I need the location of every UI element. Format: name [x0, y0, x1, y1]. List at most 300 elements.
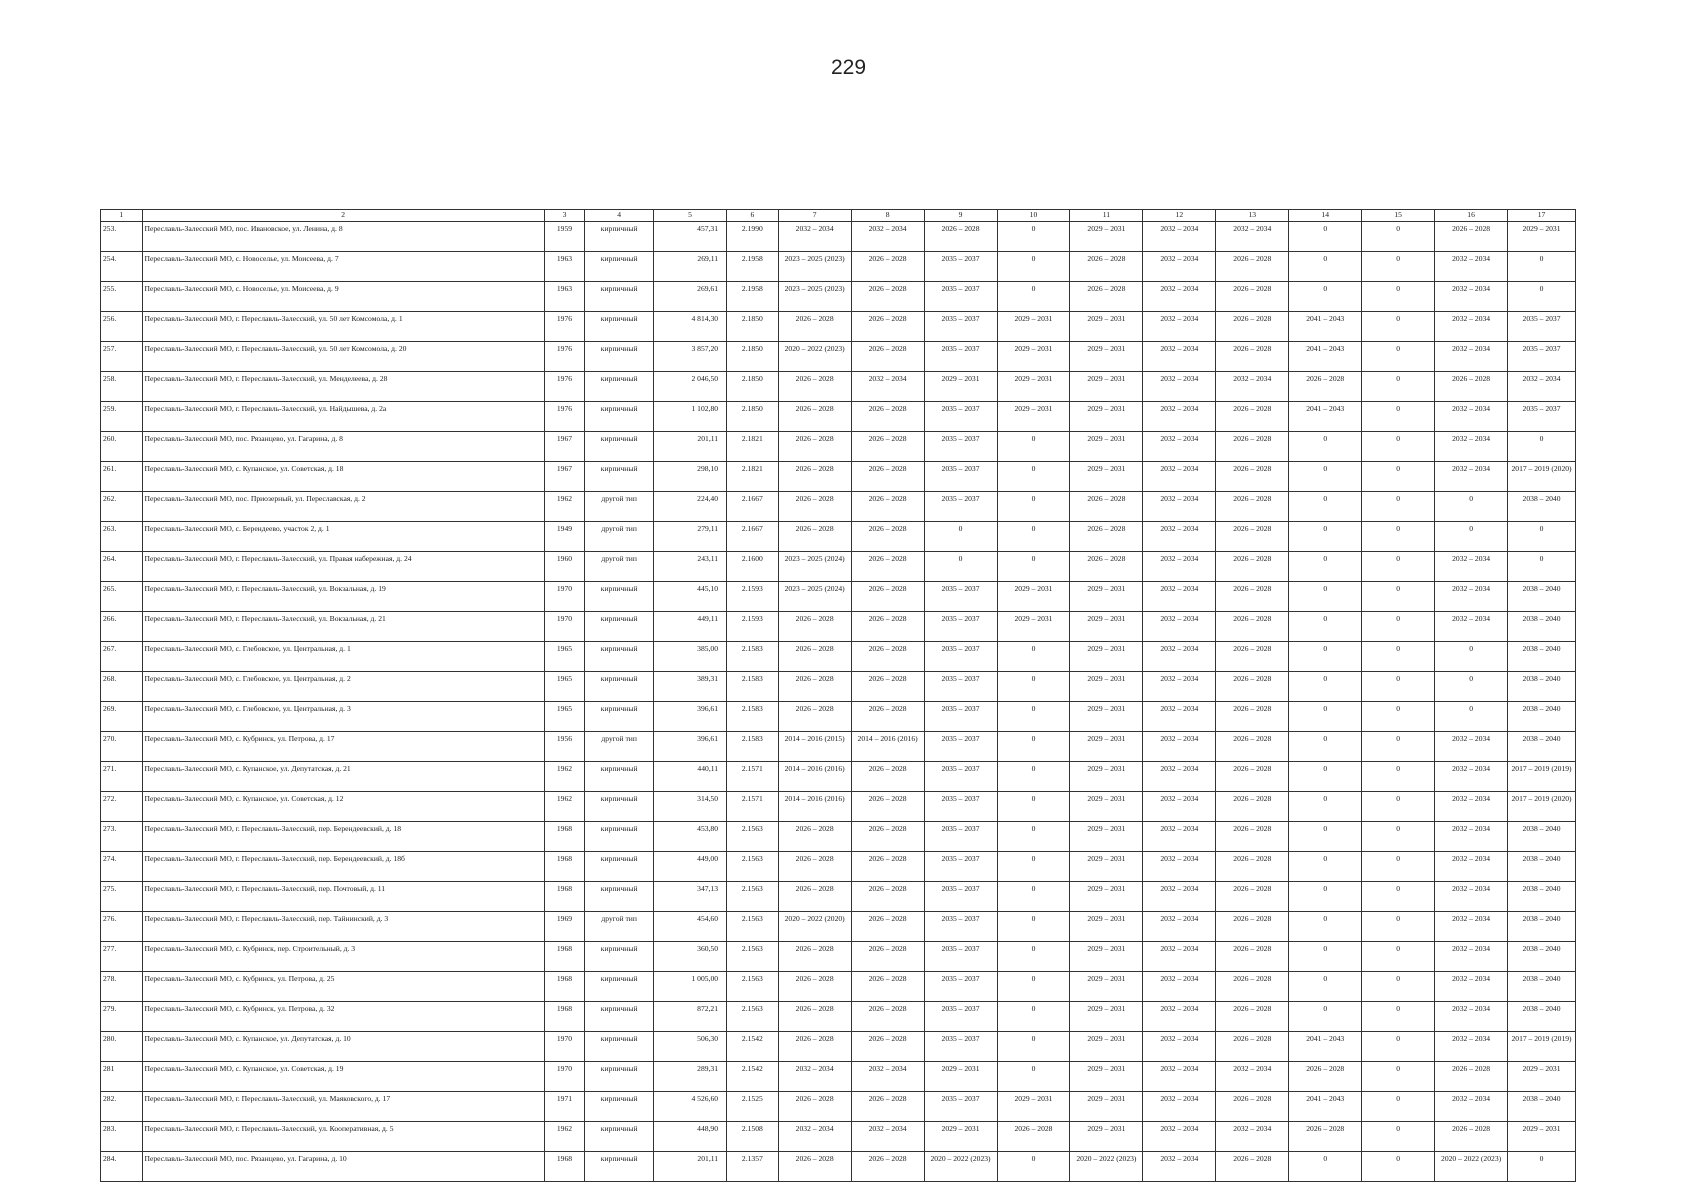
table-cell-col-17: 2029 – 2031 — [1508, 1062, 1576, 1092]
table-cell-col-16: 2032 – 2034 — [1435, 912, 1508, 942]
table-cell-col-17: 2038 – 2040 — [1508, 1092, 1576, 1122]
table-cell-col-12: 2032 – 2034 — [1143, 522, 1216, 552]
table-cell-col-4: кирпичный — [585, 282, 654, 312]
table-cell-col-6: 2.1571 — [727, 762, 779, 792]
table-cell-col-9: 2035 – 2037 — [924, 342, 997, 372]
table-cell-col-7: 2032 – 2034 — [778, 222, 851, 252]
table-cell-col-9: 2035 – 2037 — [924, 282, 997, 312]
table-cell-col-7: 2026 – 2028 — [778, 972, 851, 1002]
table-cell-col-4: кирпичный — [585, 1092, 654, 1122]
table-cell-col-5: 360,50 — [654, 942, 727, 972]
table-cell-col-3: 1976 — [544, 342, 585, 372]
table-cell-col-13: 2026 – 2028 — [1216, 672, 1289, 702]
table-row — [101, 672, 1576, 702]
table-cell-col-14: 2041 – 2043 — [1289, 342, 1362, 372]
table-cell-col-16: 0 — [1435, 642, 1508, 672]
table-row — [101, 792, 1576, 822]
table-cell-col-12: 2032 – 2034 — [1143, 672, 1216, 702]
table-cell-col-5: 872,21 — [654, 1002, 727, 1032]
table-cell-col-12: 2032 – 2034 — [1143, 882, 1216, 912]
column-header-1: 1 — [101, 210, 143, 222]
table-cell-col-11: 2029 – 2031 — [1070, 642, 1143, 672]
table-cell-col-9: 2035 – 2037 — [924, 1002, 997, 1032]
table-cell-col-3: 1967 — [544, 462, 585, 492]
table-cell-col-13: 2026 – 2028 — [1216, 282, 1289, 312]
table-cell-col-12: 2032 – 2034 — [1143, 312, 1216, 342]
table-cell-col-6: 2.1583 — [727, 702, 779, 732]
table-cell-col-10: 0 — [997, 222, 1070, 252]
table-cell-col-3: 1970 — [544, 582, 585, 612]
table-cell-col-17: 2038 – 2040 — [1508, 912, 1576, 942]
table-cell-col-17: 0 — [1508, 522, 1576, 552]
table-cell-col-10: 2029 – 2031 — [997, 1092, 1070, 1122]
table-cell-col-17: 2035 – 2037 — [1508, 342, 1576, 372]
table-cell-col-17: 0 — [1508, 1152, 1576, 1182]
table-cell-col-3: 1976 — [544, 402, 585, 432]
table-cell-col-1: 257. — [101, 342, 143, 372]
table-cell-col-13: 2032 – 2034 — [1216, 1062, 1289, 1092]
table-row — [101, 1122, 1576, 1152]
table-cell-col-4: кирпичный — [585, 582, 654, 612]
table-cell-col-9: 2035 – 2037 — [924, 792, 997, 822]
table-cell-col-7: 2026 – 2028 — [778, 432, 851, 462]
table-cell-col-8: 2026 – 2028 — [851, 1152, 924, 1182]
table-cell-col-4: кирпичный — [585, 252, 654, 282]
table-cell-col-3: 1968 — [544, 882, 585, 912]
table-cell-col-8: 2026 – 2028 — [851, 1092, 924, 1122]
table-cell-col-10: 0 — [997, 972, 1070, 1002]
table-cell-col-12: 2032 – 2034 — [1143, 342, 1216, 372]
table-cell-col-5: 3 857,20 — [654, 342, 727, 372]
table-cell-col-4: кирпичный — [585, 972, 654, 1002]
table-row — [101, 282, 1576, 312]
table-cell-col-2: Переславль-Залесский МО, с. Глебовское, ул. Центральная, д. 3 — [142, 702, 544, 732]
table-cell-col-13: 2026 – 2028 — [1216, 912, 1289, 942]
table-cell-col-10: 0 — [997, 792, 1070, 822]
table-cell-col-11: 2029 – 2031 — [1070, 882, 1143, 912]
table-cell-col-6: 2.1990 — [727, 222, 779, 252]
table-cell-col-7: 2026 – 2028 — [778, 492, 851, 522]
table-cell-col-3: 1967 — [544, 432, 585, 462]
table-cell-col-13: 2032 – 2034 — [1216, 1122, 1289, 1152]
table-cell-col-6: 2.1850 — [727, 312, 779, 342]
table-cell-col-7: 2026 – 2028 — [778, 372, 851, 402]
table-cell-col-12: 2032 – 2034 — [1143, 852, 1216, 882]
table-cell-col-5: 453,80 — [654, 822, 727, 852]
table-cell-col-4: кирпичный — [585, 1032, 654, 1062]
table-cell-col-1: 259. — [101, 402, 143, 432]
table-cell-col-7: 2032 – 2034 — [778, 1062, 851, 1092]
table-cell-col-15: 0 — [1362, 942, 1435, 972]
table-cell-col-12: 2032 – 2034 — [1143, 582, 1216, 612]
table-cell-col-4: кирпичный — [585, 852, 654, 882]
table-cell-col-14: 2026 – 2028 — [1289, 1122, 1362, 1152]
table-cell-col-15: 0 — [1362, 222, 1435, 252]
table-cell-col-4: кирпичный — [585, 882, 654, 912]
table-cell-col-7: 2026 – 2028 — [778, 942, 851, 972]
table-cell-col-9: 2035 – 2037 — [924, 402, 997, 432]
table-cell-col-5: 1 102,80 — [654, 402, 727, 432]
table-cell-col-2: Переславль-Залесский МО, с. Глебовское, ул. Центральная, д. 1 — [142, 642, 544, 672]
table-cell-col-10: 0 — [997, 432, 1070, 462]
table-cell-col-15: 0 — [1362, 342, 1435, 372]
table-cell-col-1: 253. — [101, 222, 143, 252]
table-cell-col-9: 0 — [924, 522, 997, 552]
table-cell-col-7: 2026 – 2028 — [778, 312, 851, 342]
table-cell-col-8: 2026 – 2028 — [851, 1032, 924, 1062]
table-cell-col-10: 0 — [997, 462, 1070, 492]
table-cell-col-16: 2032 – 2034 — [1435, 882, 1508, 912]
table-cell-col-10: 0 — [997, 852, 1070, 882]
table-cell-col-6: 2.1667 — [727, 492, 779, 522]
table-cell-col-16: 2032 – 2034 — [1435, 582, 1508, 612]
table-cell-col-5: 298,10 — [654, 462, 727, 492]
table-cell-col-16: 2032 – 2034 — [1435, 1092, 1508, 1122]
table-cell-col-14: 0 — [1289, 912, 1362, 942]
table-cell-col-5: 1 005,00 — [654, 972, 727, 1002]
table-cell-col-17: 2017 – 2019 (2020) — [1508, 462, 1576, 492]
table-cell-col-17: 2032 – 2034 — [1508, 372, 1576, 402]
table-cell-col-12: 2032 – 2034 — [1143, 972, 1216, 1002]
table-cell-col-15: 0 — [1362, 492, 1435, 522]
table-cell-col-14: 2041 – 2043 — [1289, 402, 1362, 432]
table-cell-col-11: 2029 – 2031 — [1070, 612, 1143, 642]
table-cell-col-10: 0 — [997, 942, 1070, 972]
table-cell-col-5: 347,13 — [654, 882, 727, 912]
table-cell-col-11: 2029 – 2031 — [1070, 762, 1143, 792]
table-cell-col-17: 2038 – 2040 — [1508, 882, 1576, 912]
table-cell-col-16: 2032 – 2034 — [1435, 252, 1508, 282]
table-cell-col-10: 0 — [997, 1062, 1070, 1092]
table-cell-col-12: 2032 – 2034 — [1143, 432, 1216, 462]
table-cell-col-4: другой тип — [585, 552, 654, 582]
table-cell-col-14: 0 — [1289, 1002, 1362, 1032]
table-cell-col-5: 4 526,60 — [654, 1092, 727, 1122]
table-cell-col-15: 0 — [1362, 432, 1435, 462]
column-header-17: 17 — [1508, 210, 1576, 222]
table-cell-col-12: 2032 – 2034 — [1143, 492, 1216, 522]
column-header-2: 2 — [142, 210, 544, 222]
table-cell-col-10: 0 — [997, 282, 1070, 312]
table-cell-col-10: 0 — [997, 492, 1070, 522]
table-cell-col-4: кирпичный — [585, 762, 654, 792]
table-cell-col-6: 2.1593 — [727, 612, 779, 642]
table-cell-col-1: 273. — [101, 822, 143, 852]
table-cell-col-7: 2026 – 2028 — [778, 642, 851, 672]
table-cell-col-13: 2026 – 2028 — [1216, 252, 1289, 282]
table-cell-col-9: 2035 – 2037 — [924, 1092, 997, 1122]
table-cell-col-7: 2026 – 2028 — [778, 462, 851, 492]
table-cell-col-3: 1968 — [544, 1152, 585, 1182]
table-cell-col-3: 1970 — [544, 1032, 585, 1062]
table-cell-col-6: 2.1958 — [727, 282, 779, 312]
table-cell-col-1: 271. — [101, 762, 143, 792]
column-header-10: 10 — [997, 210, 1070, 222]
table-cell-col-13: 2026 – 2028 — [1216, 762, 1289, 792]
table-cell-col-4: другой тип — [585, 522, 654, 552]
table-cell-col-1: 268. — [101, 672, 143, 702]
table-cell-col-2: Переславль-Залесский МО, пос. Ивановское, ул. Ленина, д. 8 — [142, 222, 544, 252]
table-cell-col-8: 2026 – 2028 — [851, 1002, 924, 1032]
table-cell-col-12: 2032 – 2034 — [1143, 282, 1216, 312]
table-cell-col-3: 1962 — [544, 1122, 585, 1152]
table-cell-col-15: 0 — [1362, 582, 1435, 612]
table-cell-col-11: 2026 – 2028 — [1070, 552, 1143, 582]
table-row — [101, 702, 1576, 732]
table-cell-col-7: 2026 – 2028 — [778, 822, 851, 852]
table-cell-col-2: Переславль-Залесский МО, г. Переславль-Залесский, ул. Вокзальная, д. 19 — [142, 582, 544, 612]
table-cell-col-7: 2032 – 2034 — [778, 1122, 851, 1152]
table-cell-col-1: 264. — [101, 552, 143, 582]
table-cell-col-12: 2032 – 2034 — [1143, 1002, 1216, 1032]
table-cell-col-16: 2032 – 2034 — [1435, 282, 1508, 312]
table-cell-col-15: 0 — [1362, 792, 1435, 822]
table-cell-col-4: кирпичный — [585, 222, 654, 252]
table-cell-col-15: 0 — [1362, 552, 1435, 582]
table-cell-col-10: 0 — [997, 642, 1070, 672]
table-row — [101, 972, 1576, 1002]
table-cell-col-2: Переславль-Залесский МО, г. Переславль-Залесский, ул. 50 лет Комсомола, д. 1 — [142, 312, 544, 342]
table-cell-col-15: 0 — [1362, 912, 1435, 942]
table-cell-col-10: 0 — [997, 732, 1070, 762]
table-cell-col-2: Переславль-Залесский МО, с. Купанское, ул. Советская, д. 12 — [142, 792, 544, 822]
table-cell-col-3: 1949 — [544, 522, 585, 552]
table-cell-col-13: 2032 – 2034 — [1216, 372, 1289, 402]
table-cell-col-1: 266. — [101, 612, 143, 642]
table-cell-col-2: Переславль-Залесский МО, г. Переславль-Залесский, ул. Найдышева, д. 2а — [142, 402, 544, 432]
table-cell-col-3: 1962 — [544, 792, 585, 822]
table-cell-col-8: 2032 – 2034 — [851, 372, 924, 402]
table-cell-col-3: 1968 — [544, 822, 585, 852]
table-cell-col-15: 0 — [1362, 612, 1435, 642]
column-header-4: 4 — [585, 210, 654, 222]
table-cell-col-15: 0 — [1362, 642, 1435, 672]
column-header-15: 15 — [1362, 210, 1435, 222]
table-cell-col-11: 2029 – 2031 — [1070, 702, 1143, 732]
table-cell-col-3: 1956 — [544, 732, 585, 762]
table-cell-col-14: 0 — [1289, 762, 1362, 792]
table-cell-col-13: 2026 – 2028 — [1216, 1092, 1289, 1122]
table-cell-col-12: 2032 – 2034 — [1143, 1152, 1216, 1182]
table-cell-col-11: 2029 – 2031 — [1070, 372, 1143, 402]
table-cell-col-2: Переславль-Залесский МО, г. Переславль-Залесский, пер. Почтовый, д. 11 — [142, 882, 544, 912]
table-cell-col-17: 2017 – 2019 (2020) — [1508, 792, 1576, 822]
table-cell-col-16: 0 — [1435, 492, 1508, 522]
table-cell-col-1: 279. — [101, 1002, 143, 1032]
table-cell-col-14: 0 — [1289, 462, 1362, 492]
table-cell-col-9: 2035 – 2037 — [924, 432, 997, 462]
table-cell-col-17: 2029 – 2031 — [1508, 222, 1576, 252]
table-cell-col-7: 2026 – 2028 — [778, 1032, 851, 1062]
table-cell-col-6: 2.1600 — [727, 552, 779, 582]
table-cell-col-16: 2032 – 2034 — [1435, 612, 1508, 642]
table-row — [101, 432, 1576, 462]
table-cell-col-5: 449,11 — [654, 612, 727, 642]
table-cell-col-5: 448,90 — [654, 1122, 727, 1152]
table-cell-col-16: 2026 – 2028 — [1435, 1062, 1508, 1092]
table-cell-col-2: Переславль-Залесский МО, с. Купанское, ул. Депутатская, д. 21 — [142, 762, 544, 792]
table-cell-col-5: 314,50 — [654, 792, 727, 822]
table-row — [101, 1062, 1576, 1092]
table-cell-col-9: 2035 – 2037 — [924, 582, 997, 612]
table-cell-col-8: 2026 – 2028 — [851, 432, 924, 462]
table-cell-col-14: 0 — [1289, 612, 1362, 642]
table-cell-col-4: кирпичный — [585, 1062, 654, 1092]
table-cell-col-17: 0 — [1508, 552, 1576, 582]
table-cell-col-14: 2026 – 2028 — [1289, 372, 1362, 402]
table-row — [101, 822, 1576, 852]
table-cell-col-3: 1969 — [544, 912, 585, 942]
table-cell-col-16: 2032 – 2034 — [1435, 732, 1508, 762]
table-row — [101, 1032, 1576, 1062]
table-cell-col-3: 1965 — [544, 642, 585, 672]
table-cell-col-3: 1971 — [544, 1092, 585, 1122]
table-cell-col-12: 2032 – 2034 — [1143, 792, 1216, 822]
table-cell-col-1: 284. — [101, 1152, 143, 1182]
table-cell-col-7: 2026 – 2028 — [778, 612, 851, 642]
table-cell-col-12: 2032 – 2034 — [1143, 1092, 1216, 1122]
table-cell-col-6: 2.1563 — [727, 882, 779, 912]
table-cell-col-10: 0 — [997, 1002, 1070, 1032]
table-cell-col-17: 2035 – 2037 — [1508, 402, 1576, 432]
table-cell-col-6: 2.1542 — [727, 1032, 779, 1062]
table-cell-col-16: 2032 – 2034 — [1435, 1002, 1508, 1032]
table-cell-col-4: кирпичный — [585, 462, 654, 492]
table-row — [101, 522, 1576, 552]
table-cell-col-13: 2026 – 2028 — [1216, 1032, 1289, 1062]
table-cell-col-1: 254. — [101, 252, 143, 282]
table-cell-col-17: 2038 – 2040 — [1508, 732, 1576, 762]
table-cell-col-9: 2029 – 2031 — [924, 1062, 997, 1092]
table-cell-col-4: кирпичный — [585, 672, 654, 702]
table-cell-col-6: 2.1563 — [727, 942, 779, 972]
table-cell-col-16: 2032 – 2034 — [1435, 942, 1508, 972]
table-cell-col-11: 2029 – 2031 — [1070, 942, 1143, 972]
table-cell-col-11: 2029 – 2031 — [1070, 222, 1143, 252]
table-cell-col-12: 2032 – 2034 — [1143, 462, 1216, 492]
table-cell-col-15: 0 — [1362, 822, 1435, 852]
table-cell-col-2: Переславль-Залесский МО, г. Переславль-Залесский, ул. Маяковского, д. 17 — [142, 1092, 544, 1122]
table-cell-col-2: Переславль-Залесский МО, г. Переславль-Залесский, ул. Правая набережная, д. 24 — [142, 552, 544, 582]
table-cell-col-17: 2017 – 2019 (2019) — [1508, 762, 1576, 792]
table-cell-col-5: 269,11 — [654, 252, 727, 282]
table-cell-col-14: 0 — [1289, 882, 1362, 912]
table-row — [101, 492, 1576, 522]
table-cell-col-15: 0 — [1362, 372, 1435, 402]
table-cell-col-17: 2038 – 2040 — [1508, 642, 1576, 672]
table-cell-col-10: 2029 – 2031 — [997, 612, 1070, 642]
table-cell-col-6: 2.1583 — [727, 732, 779, 762]
table-cell-col-13: 2026 – 2028 — [1216, 582, 1289, 612]
column-header-16: 16 — [1435, 210, 1508, 222]
table-row — [101, 1152, 1576, 1182]
table-cell-col-6: 2.1821 — [727, 432, 779, 462]
table-cell-col-15: 0 — [1362, 402, 1435, 432]
table-cell-col-8: 2026 – 2028 — [851, 282, 924, 312]
table-cell-col-1: 274. — [101, 852, 143, 882]
table-cell-col-16: 2032 – 2034 — [1435, 312, 1508, 342]
table-cell-col-17: 2038 – 2040 — [1508, 582, 1576, 612]
column-header-11: 11 — [1070, 210, 1143, 222]
table-cell-col-11: 2026 – 2028 — [1070, 522, 1143, 552]
table-cell-col-17: 2038 – 2040 — [1508, 972, 1576, 1002]
table-cell-col-5: 385,00 — [654, 642, 727, 672]
table-cell-col-1: 256. — [101, 312, 143, 342]
table-cell-col-8: 2032 – 2034 — [851, 1122, 924, 1152]
table-row — [101, 912, 1576, 942]
table-cell-col-2: Переславль-Залесский МО, г. Переславль-Залесский, пер. Берендеевский, д. 18 — [142, 822, 544, 852]
table-cell-col-7: 2014 – 2016 (2016) — [778, 792, 851, 822]
table-cell-col-5: 506,30 — [654, 1032, 727, 1062]
table-cell-col-2: Переславль-Залесский МО, г. Переславль-Залесский, ул. Менделеева, д. 28 — [142, 372, 544, 402]
table-cell-col-17: 2035 – 2037 — [1508, 312, 1576, 342]
table-cell-col-13: 2026 – 2028 — [1216, 642, 1289, 672]
table-row — [101, 312, 1576, 342]
table-cell-col-10: 0 — [997, 702, 1070, 732]
table-cell-col-16: 2026 – 2028 — [1435, 222, 1508, 252]
table-cell-col-12: 2032 – 2034 — [1143, 402, 1216, 432]
table-cell-col-10: 2029 – 2031 — [997, 402, 1070, 432]
table-cell-col-12: 2032 – 2034 — [1143, 1122, 1216, 1152]
table-cell-col-7: 2026 – 2028 — [778, 852, 851, 882]
table-cell-col-2: Переславль-Залесский МО, с. Купанское, ул. Депутатская, д. 10 — [142, 1032, 544, 1062]
table-cell-col-8: 2026 – 2028 — [851, 342, 924, 372]
table-cell-col-17: 2029 – 2031 — [1508, 1122, 1576, 1152]
table-row — [101, 852, 1576, 882]
table-cell-col-14: 0 — [1289, 522, 1362, 552]
table-cell-col-13: 2026 – 2028 — [1216, 702, 1289, 732]
table-cell-col-15: 0 — [1362, 972, 1435, 1002]
table-cell-col-4: кирпичный — [585, 642, 654, 672]
table-cell-col-6: 2.1850 — [727, 342, 779, 372]
table-cell-col-17: 2038 – 2040 — [1508, 822, 1576, 852]
table-cell-col-9: 2035 – 2037 — [924, 492, 997, 522]
table-cell-col-7: 2026 – 2028 — [778, 1152, 851, 1182]
column-header-13: 13 — [1216, 210, 1289, 222]
column-header-14: 14 — [1289, 210, 1362, 222]
table-cell-col-6: 2.1508 — [727, 1122, 779, 1152]
table-cell-col-16: 2026 – 2028 — [1435, 372, 1508, 402]
table-cell-col-15: 0 — [1362, 1002, 1435, 1032]
table-cell-col-15: 0 — [1362, 1032, 1435, 1062]
table-cell-col-3: 1968 — [544, 852, 585, 882]
table-row — [101, 732, 1576, 762]
table-cell-col-2: Переславль-Залесский МО, г. Переславль-Залесский, пер. Берендеевский, д. 18б — [142, 852, 544, 882]
table-cell-col-13: 2026 – 2028 — [1216, 1002, 1289, 1032]
table-cell-col-16: 0 — [1435, 522, 1508, 552]
table-cell-col-8: 2026 – 2028 — [851, 942, 924, 972]
table-cell-col-5: 269,61 — [654, 282, 727, 312]
table-cell-col-16: 0 — [1435, 672, 1508, 702]
table-cell-col-6: 2.1525 — [727, 1092, 779, 1122]
table-cell-col-4: кирпичный — [585, 792, 654, 822]
table-cell-col-4: кирпичный — [585, 1122, 654, 1152]
table-cell-col-12: 2032 – 2034 — [1143, 942, 1216, 972]
table-cell-col-9: 2035 – 2037 — [924, 762, 997, 792]
table-cell-col-10: 0 — [997, 762, 1070, 792]
table-cell-col-10: 0 — [997, 912, 1070, 942]
table-cell-col-13: 2026 – 2028 — [1216, 792, 1289, 822]
table-cell-col-13: 2032 – 2034 — [1216, 222, 1289, 252]
table-cell-col-14: 0 — [1289, 1152, 1362, 1182]
table-cell-col-14: 0 — [1289, 582, 1362, 612]
column-header-5: 5 — [654, 210, 727, 222]
table-cell-col-3: 1962 — [544, 762, 585, 792]
table-cell-col-11: 2029 – 2031 — [1070, 1032, 1143, 1062]
table-cell-col-6: 2.1593 — [727, 582, 779, 612]
table-cell-col-14: 0 — [1289, 252, 1362, 282]
table-cell-col-1: 265. — [101, 582, 143, 612]
